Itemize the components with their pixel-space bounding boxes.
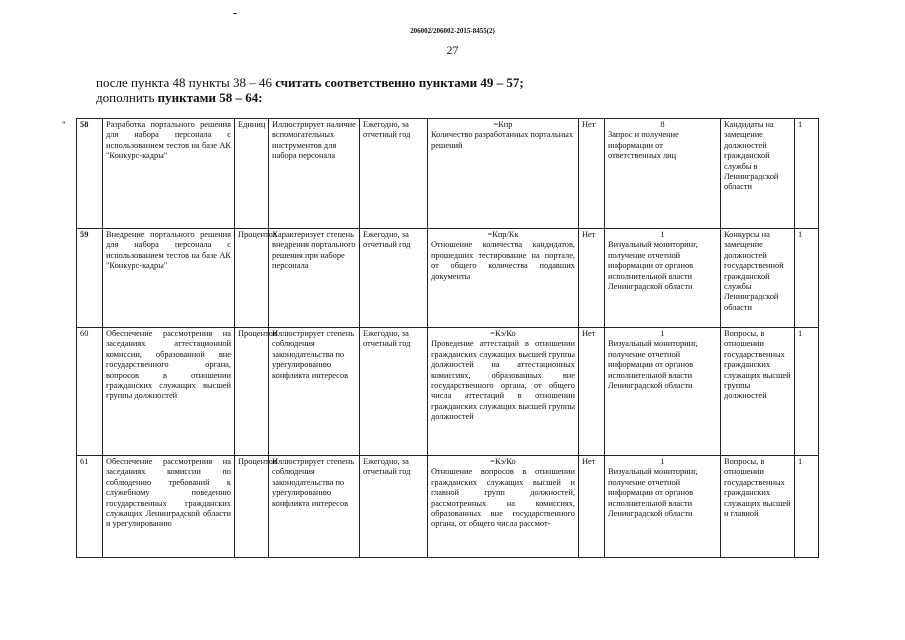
source-cell xyxy=(605,328,721,456)
last-col: 1 xyxy=(795,119,819,229)
page-number: 27 xyxy=(446,43,459,57)
object: Кандидаты на замещение должностей гражданской службы в Ленинградской области xyxy=(721,119,795,229)
source-cell xyxy=(605,119,721,229)
row-number: 61 xyxy=(77,456,103,558)
method-cell xyxy=(428,229,579,328)
document-number: 206002/206002-2015-8455(2) xyxy=(410,27,495,35)
unit: Процентов xyxy=(235,456,269,558)
table-row xyxy=(77,328,819,456)
source-cell xyxy=(605,456,721,558)
source-cell xyxy=(605,229,721,328)
object: Вопросы, в отношении государственных гражданских служащих высшей группы должностей xyxy=(721,328,795,456)
code: 1 xyxy=(660,329,665,338)
row-number: 59 xyxy=(77,229,103,328)
scan-mark xyxy=(233,13,237,14)
intro-line-2 xyxy=(96,90,524,105)
intro-text xyxy=(96,75,524,105)
intro-line-1 xyxy=(96,75,524,90)
last-col: 1 xyxy=(795,456,819,558)
code: 8 xyxy=(660,120,665,129)
code: 1 xyxy=(660,457,665,466)
unit: Процентов xyxy=(235,328,269,456)
indicator-name: Обеспечение рассмотрения на заседаниях комиссии по соблюдению требований к служебному поведению государственных гражданских служащих Ленинградской области и урегулированию xyxy=(103,456,235,558)
object: Конкурсы на замещение должностей государственной гражданской службы Ленинградской области xyxy=(721,229,795,328)
period: Ежегодно, за отчетный год xyxy=(360,456,428,558)
code: 1 xyxy=(660,230,665,239)
table-row xyxy=(77,119,819,229)
source: Визуальный мониторинг, получение отчетной информации от органов исполнительной власти Ленинградской области xyxy=(608,339,698,391)
description: Характеризует степень внедрения портального решения при наборе персонала xyxy=(269,229,360,328)
source: Визуальный мониторинг, получение отчетной информации от органов исполнительной власти Ленинградской области xyxy=(608,240,698,292)
flag: Нет xyxy=(579,456,605,558)
intro-line-1-text: после пункта 48 пункты 38 – 46 xyxy=(96,75,276,90)
intro-line-2-text: дополнить xyxy=(96,90,158,105)
period: Ежегодно, за отчетный год xyxy=(360,229,428,328)
formula: =Кэ/Ко xyxy=(490,457,516,466)
opening-quote: " xyxy=(62,120,66,130)
intro-line-1-bold: считать соответственно пунктами 49 – 57; xyxy=(275,75,524,90)
period: Ежегодно, за отчетный год xyxy=(360,328,428,456)
indicator-name: Обеспечение рассмотрения на заседаниях аттестационной комиссии, образованной вне государственного органа, вопросов в отношении гражданских служащих высшей группы должностей xyxy=(103,328,235,456)
description: Иллюстрирует степень соблюдения законодательства по урегулированию конфликта интересов xyxy=(269,456,360,558)
method: Проведение аттестаций в отношении гражданских служащих высшей группы должностей на аттестационных комиссиях, образованных вне государственного органа, от общего числа аттестаций в отношении гражданских служащих высшей группы должностей xyxy=(431,339,575,422)
flag: Нет xyxy=(579,229,605,328)
description: Иллюстрирует степень соблюдения законодательства по урегулированию конфликта интересов xyxy=(269,328,360,456)
indicators-table xyxy=(76,118,819,558)
method: Отношение вопросов в отношении гражданских служащих высшей и главной групп должностей, рассмотренных на комиссиях, образованных вне государственного органа, от общего числа рассмот- xyxy=(431,467,575,529)
method-cell xyxy=(428,119,579,229)
unit: Процентов xyxy=(235,229,269,328)
period: Ежегодно, за отчетный год xyxy=(360,119,428,229)
row-number: 60 xyxy=(77,328,103,456)
formula: =Кэ/Ко xyxy=(490,329,516,338)
table-row xyxy=(77,229,819,328)
row-number: 58 xyxy=(77,119,103,229)
last-col: 1 xyxy=(795,229,819,328)
method: Отношение количества кандидатов, прошедших тестирование на портале, от общего количества подавших документы xyxy=(431,240,575,281)
intro-line-2-bold: пунктами 58 – 64: xyxy=(157,90,263,105)
flag: Нет xyxy=(579,119,605,229)
method: Количество разработанных портальных решений xyxy=(431,130,574,150)
indicator-name: Разработка портального решения для набора персонала с использованием тестов на базе АК "Конкурс-кадры" xyxy=(103,119,235,229)
source: Визуальный мониторинг, получение отчетной информации от органов исполнительной власти Ленинградской области xyxy=(608,467,698,519)
table-row xyxy=(77,456,819,558)
object: Вопросы, в отношении государственных гражданских служащих высшей и главной xyxy=(721,456,795,558)
description: Иллюстрирует наличие вспомогательных инструментов для набора персонала xyxy=(269,119,360,229)
method-cell xyxy=(428,456,579,558)
formula: =Кпр xyxy=(493,120,513,129)
unit: Единиц xyxy=(235,119,269,229)
source: Запрос и получение информации от ответственных лиц xyxy=(608,130,679,161)
method-cell xyxy=(428,328,579,456)
formula: =Кпр/Кк xyxy=(487,230,519,239)
flag: Нет xyxy=(579,328,605,456)
last-col: 1 xyxy=(795,328,819,456)
indicator-name: Внедрение портального решения для набора персонала с использованием тестов на базе АК "Конкурс-кадры" xyxy=(103,229,235,328)
